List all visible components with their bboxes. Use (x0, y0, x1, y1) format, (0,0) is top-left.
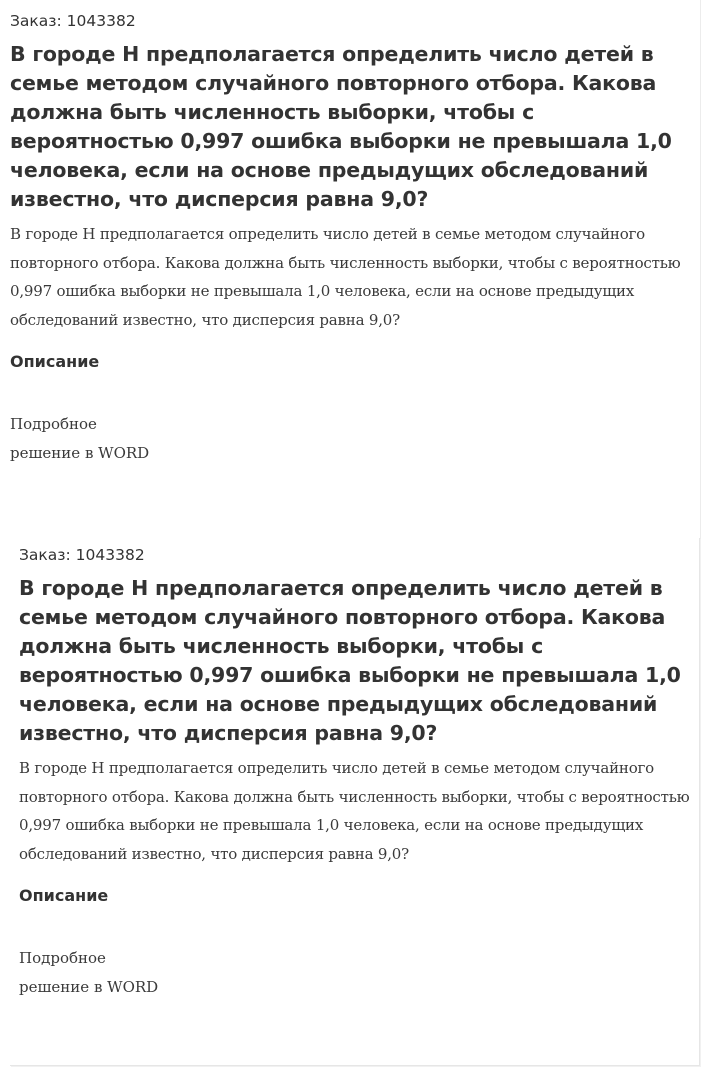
task-title: В городе Н предполагается определить число детей в семье методом случайного повторного отбора. Какова должна быть численность выборки, чтобы с вероятностью 0,997 ошибка выборки не превышала 1,0 человека, если на основе предыдущих обследований известно, что дисперсия равна 9,0? (10, 42, 672, 211)
description-heading: Описание (19, 886, 109, 905)
description-heading: Описание (10, 352, 100, 371)
task-description: В городе Н предполагается определить число детей в семье методом случайного повторного отбора. Какова должна быть численность выборки, чтобы с вероятностью 0,997 ошибка выборки не превышала 1,0 человека, если на основе предыдущих обследований известно, что дисперсия равна 9,0? (19, 759, 690, 863)
task-description: В городе Н предполагается определить число детей в семье методом случайного повторного отбора. Какова должна быть численность выборки, чтобы с вероятностью 0,997 ошибка выборки не превышала 1,0 человека, если на основе предыдущих обследований известно, что дисперсия равна 9,0? (10, 225, 681, 329)
solution-note-line1: Подробное (19, 949, 106, 967)
solution-note-line1: Подробное (10, 415, 97, 433)
solution-note (10, 410, 210, 468)
solution-note-line2: решение в WORD (19, 978, 159, 996)
task-title: В городе Н предполагается определить число детей в семье методом случайного повторного отбора. Какова должна быть численность выборки, чтобы с вероятностью 0,997 ошибка выборки не превышала 1,0 человека, если на основе предыдущих обследований известно, что дисперсия равна 9,0? (19, 576, 681, 745)
order-number: Заказ: 1043382 (19, 546, 145, 564)
order-card-2 (10, 538, 700, 1066)
order-number: Заказ: 1043382 (10, 12, 136, 30)
solution-note (19, 944, 219, 1002)
solution-note-line2: решение в WORD (10, 444, 150, 462)
